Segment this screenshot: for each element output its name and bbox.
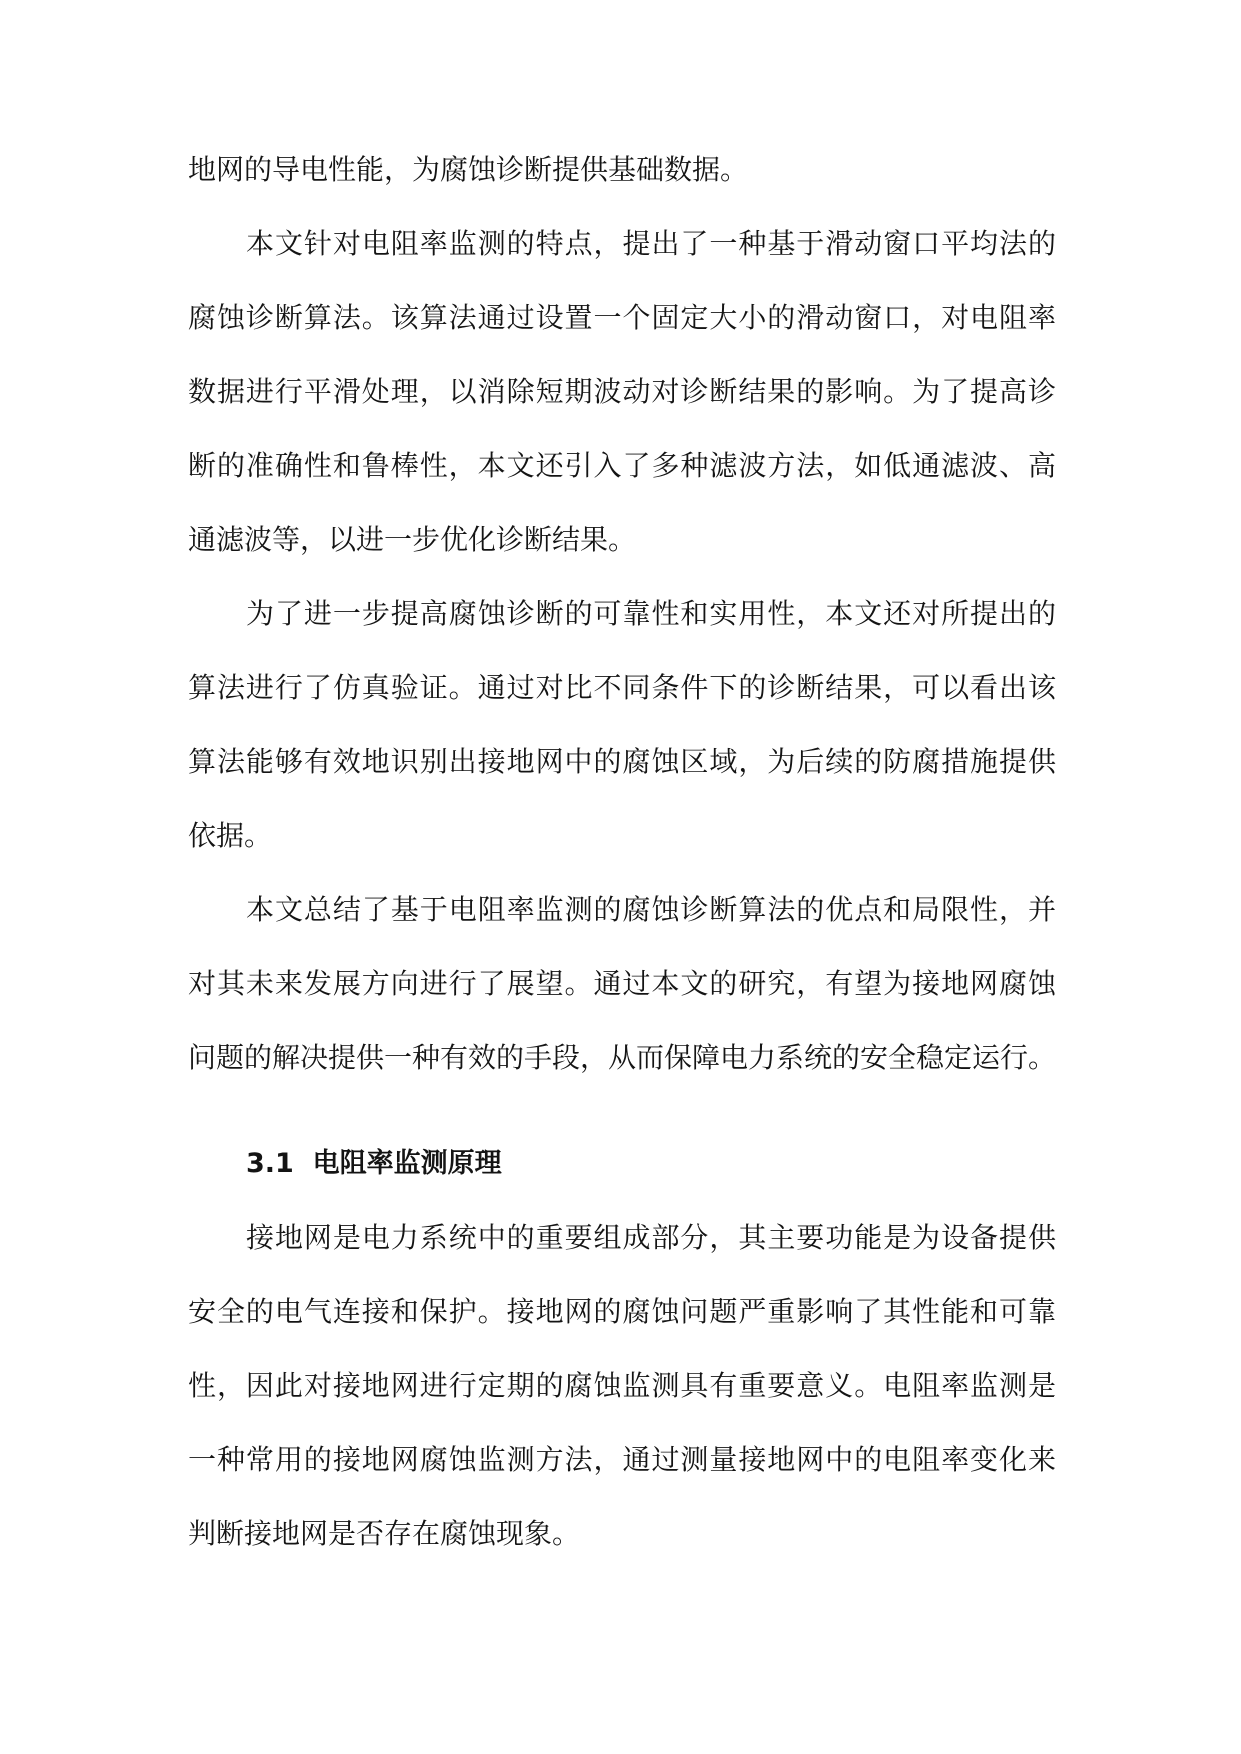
text-line: 算法能够有效地识别出接地网中的腐蚀区域，为后续的防腐措施提供 (188, 745, 1056, 778)
section-heading (188, 1127, 1056, 1201)
paragraph (188, 207, 1056, 577)
text-line: 一种常用的接地网腐蚀监测方法，通过测量接地网中的电阻率变化来 (188, 1443, 1056, 1476)
paragraph (188, 577, 1056, 873)
text-line: 性，因此对接地网进行定期的腐蚀监测具有重要意义。电阻率监测是 (188, 1369, 1056, 1402)
text-line: 断的准确性和鲁棒性，本文还引入了多种滤波方法，如低通滤波、高 (188, 449, 1056, 482)
text-line: 依据。 (188, 819, 273, 852)
text-line: 通滤波等，以进一步优化诊断结果。 (188, 523, 637, 556)
text-line: 地网的导电性能，为腐蚀诊断提供基础数据。 (188, 153, 749, 186)
text-line: 为了进一步提高腐蚀诊断的可靠性和实用性，本文还对所提出的 (246, 597, 1056, 630)
text-line: 数据进行平滑处理，以消除短期波动对诊断结果的影响。为了提高诊 (188, 375, 1056, 408)
text-line: 安全的电气连接和保护。接地网的腐蚀问题严重影响了其性能和可靠 (188, 1295, 1056, 1328)
text-line: 接地网是电力系统中的重要组成部分，其主要功能是为设备提供 (246, 1221, 1056, 1254)
text-line: 问题的解决提供一种有效的手段，从而保障电力系统的安全稳定运行。 (188, 1041, 1056, 1074)
text-line: 本文针对电阻率监测的特点，提出了一种基于滑动窗口平均法的 (246, 227, 1056, 260)
spacer (188, 1095, 1056, 1127)
section-title: 电阻率监测原理 (312, 1148, 502, 1179)
document-page (188, 133, 1056, 1571)
paragraph (188, 133, 1056, 207)
text-line: 算法进行了仿真验证。通过对比不同条件下的诊断结果，可以看出该 (188, 671, 1056, 704)
text-line: 对其未来发展方向进行了展望。通过本文的研究，有望为接地网腐蚀 (188, 967, 1056, 1000)
paragraph (188, 1201, 1056, 1571)
text-line: 本文总结了基于电阻率监测的腐蚀诊断算法的优点和局限性，并 (246, 893, 1056, 926)
text-line: 判断接地网是否存在腐蚀现象。 (188, 1517, 581, 1550)
paragraph (188, 873, 1056, 1095)
section-number: 3.1 (246, 1148, 294, 1179)
text-line: 腐蚀诊断算法。该算法通过设置一个固定大小的滑动窗口，对电阻率 (188, 301, 1056, 334)
